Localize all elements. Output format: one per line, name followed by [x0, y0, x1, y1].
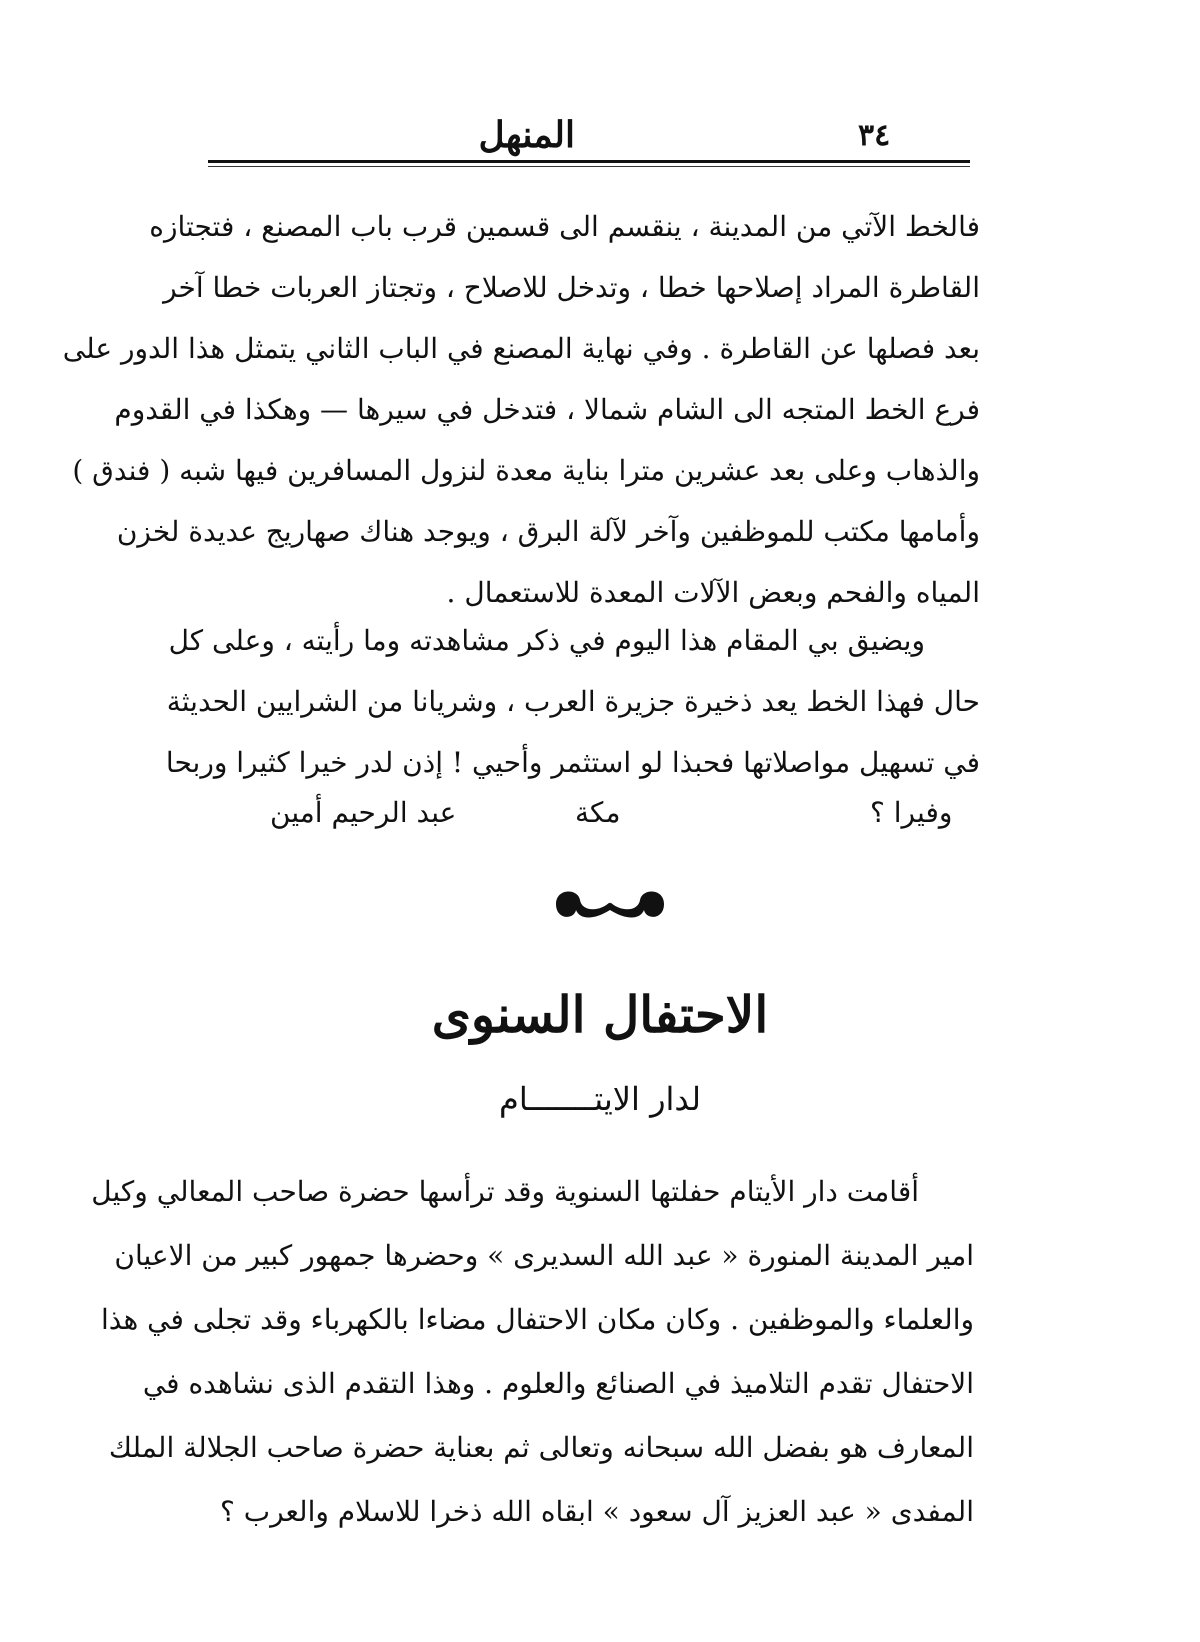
text-line: والذهاب وعلى بعد عشرين مترا بناية معدة لنزول المسافرين فيها شبه ( فندق ): [72, 454, 980, 487]
place-name: مكة: [575, 796, 621, 829]
text-line: فرع الخط المتجه الى الشام شمالا ، فتدخل في سيرها — وهكذا في القدوم: [114, 393, 980, 426]
text-line: القاطرة المراد إصلاحها خطا ، وتدخل للاصلاح ، وتجتاز العربات خطا آخر: [163, 271, 980, 304]
text-line: في تسهيل مواصلاتها فحبذا لو استثمر وأحيي ! إذن لدر خيرا كثيرا وربحا: [165, 746, 980, 779]
text-line: وأمامها مكتب للموظفين وآخر لآلة البرق ، ويوجد هناك صهاريج عديدة لخزن: [116, 515, 980, 548]
text-line: بعد فصلها عن القاطرة . وفي نهاية المصنع في الباب الثاني يتمثل هذا الدور على: [62, 332, 980, 365]
header-rule: [208, 160, 970, 163]
text-line: الاحتفال تقدم التلاميذ في الصنائع والعلوم . وهذا التقدم الذى نشاهده في: [142, 1367, 974, 1400]
header-rule-thin: [208, 166, 970, 167]
author-name: عبد الرحيم أمين: [270, 796, 457, 829]
article1-paragraph2: [165, 610, 980, 793]
closing-text: وفيرا ؟: [870, 796, 953, 829]
article1-paragraph1: [62, 196, 980, 623]
text-line: فالخط الآتي من المدينة ، ينقسم الى قسمين قرب باب المصنع ، فتجتازه: [149, 210, 980, 243]
running-title: المنهل: [478, 114, 575, 156]
text-line: أقامت دار الأيتام حفلتها السنوية وقد ترأسها حضرة صاحب المعالي وكيل: [91, 1175, 919, 1208]
article2-title: الاحتفال السنوى: [431, 985, 769, 1044]
text-line: المفدى « عبد العزيز آل سعود » ابقاه الله ذخرا للاسلام والعرب ؟: [219, 1495, 974, 1528]
article2-paragraph: [91, 1160, 974, 1544]
article2-subtitle: لدار الايتـــــــام: [499, 1080, 701, 1118]
text-line: المعارف هو بفضل الله سبحانه وتعالى ثم بعناية حضرة صاحب الجلالة الملك: [108, 1431, 974, 1464]
text-line: امير المدينة المنورة « عبد الله السديرى » وحضرها جمهور كبير من الاعيان: [114, 1239, 974, 1272]
page-header: [208, 104, 970, 184]
page-number: ٣٤: [858, 118, 891, 153]
ornament-divider: [548, 880, 672, 928]
text-line: حال فهذا الخط يعد ذخيرة جزيرة العرب ، وشريانا من الشرايين الحديثة: [166, 685, 980, 718]
text-line: ويضيق بي المقام هذا اليوم في ذكر مشاهدته وما رأيته ، وعلى كل: [168, 624, 925, 657]
text-line: والعلماء والموظفين . وكان مكان الاحتفال مضاءا بالكهرباء وقد تجلى في هذا: [100, 1303, 974, 1336]
text-line: المياه والفحم وبعض الآلات المعدة للاستعمال .: [446, 576, 980, 609]
